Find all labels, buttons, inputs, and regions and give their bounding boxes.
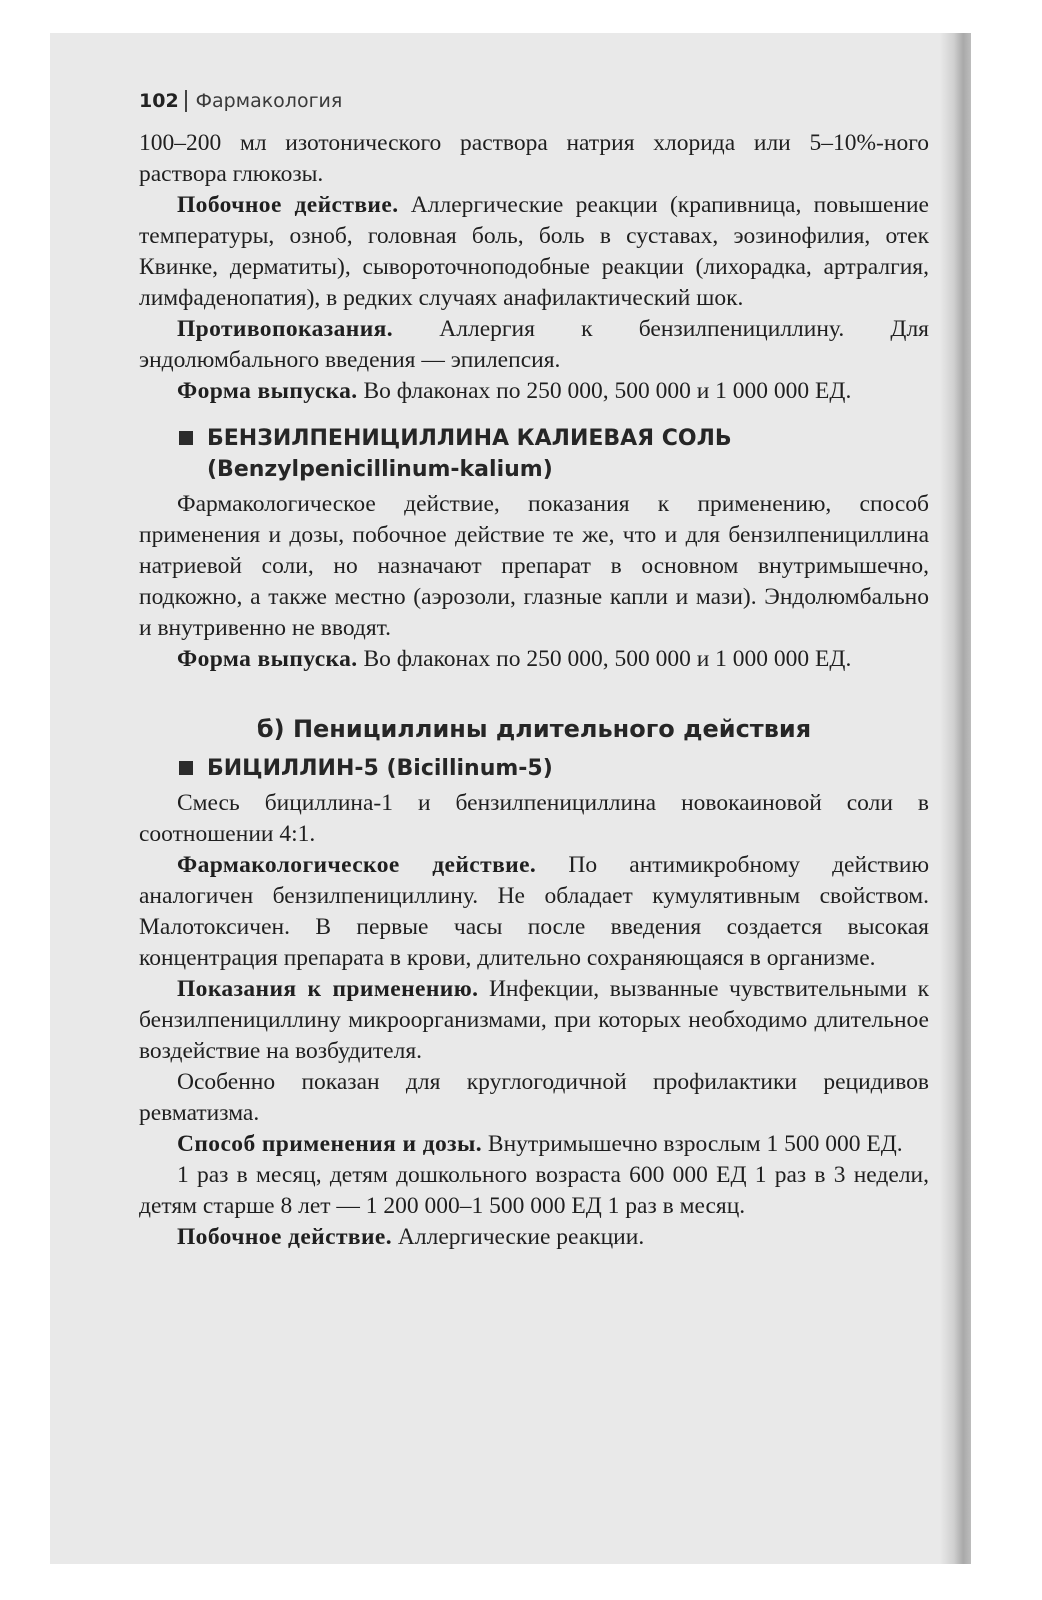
intro-side-effects [139,190,929,314]
intro-contraindications [139,314,929,376]
dosage-text: Внутримышечно взрослым 1 500 000 ЕД. [482,1131,903,1157]
side-effects-text: Аллергические реакции (крапивница, повышение температуры, озноб, головная боль, боль в суставах, эозинофилия, отек Квинке, дерматиты), сывороточноподобные реакции (лихорадка, артралгия, лимфаденопатия), в редких случаях анафилактический шок. [139,192,929,311]
drug-heading-bicillin-5 [139,753,929,784]
side-effects-text: Аллергические реакции. [392,1224,645,1250]
contraindications-text: Аллергия к бензилпенициллину. Для эндолюмбального введения — эпилепсия. [139,316,929,373]
release-form-text: Во флаконах по 250 000, 500 000 и 1 000 000 ЕД. [357,378,852,404]
page-number: 102 [139,90,179,112]
release-form-label: Форма выпуска. [177,378,358,404]
pharmacology-text: По антимикробному действию аналогичен бензилпенициллину. Не обладает кумулятивным свойством. Малотоксичен. В первые часы после введения создается высокая концентрация препарата в крови, длительно сохраняющаяся в организме. [139,852,929,971]
bullet-square-icon [179,431,193,445]
drug-latin-name: (Benzylpenicillinum-kalium) [207,457,553,482]
drug1-description: Фармакологическое действие, показания к применению, способ применения и дозы, побочное действие те же, что и для бензилпенициллина натриевой соли, но назначают препарат в основном внутримышечно, подкожно, а также местно (аэрозоли, глазные капли и мази). Эндолюмбально и внутривенно не вводят. [139,491,929,641]
page-edge-shadow [940,33,971,1564]
indications-label: Показания к применению. [177,976,479,1002]
side-effects-label: Побочное действие. [177,192,399,218]
running-head [139,86,929,116]
page-content [139,86,929,1253]
drug-name: БЕНЗИЛПЕНИЦИЛЛИНА КАЛИЕВАЯ СОЛЬ [207,426,732,451]
indications-text: Инфекции, вызванные чувствительными к бензилпенициллину микроорганизмами, при которых необходимо длительное воздействие на возбудителя. [139,976,929,1064]
drug2-side-effects [139,1222,929,1253]
drug2-dosage-continuation: 1 раз в месяц, детям дошкольного возраста 600 000 ЕД 1 раз в 3 недели, детям старше 8 лет — 1 200 000–1 500 000 ЕД 1 раз в месяц. [139,1162,929,1219]
contraindications-label: Противопоказания. [177,316,394,342]
running-head-divider [185,90,187,112]
drug1-release-form [139,644,929,675]
side-effects-label: Побочное действие. [177,1224,393,1250]
intro-release-form [139,376,929,407]
release-form-text: Во флаконах по 250 000, 500 000 и 1 000 000 ЕД. [357,646,852,672]
drug-name: БИЦИЛЛИН-5 [207,756,379,781]
pharmacology-label: Фармакологическое действие. [177,852,537,878]
running-head-title: Фармакология [195,90,343,112]
section-heading: б) Пенициллины длительного действия [256,715,812,743]
drug2-indications-extra: Особенно показан для круглогодичной профилактики рецидивов ревматизма. [139,1069,929,1126]
drug2-dosage [139,1129,929,1160]
drug2-indications [139,974,929,1067]
release-form-label: Форма выпуска. [177,646,358,672]
drug-heading-benzylpenicillin-potassium [139,423,929,485]
drug2-pharmacology [139,850,929,974]
drug-latin-name: (Bicillinum-5) [386,756,553,781]
bullet-square-icon [179,761,193,775]
dosage-label: Способ применения и дозы. [177,1131,483,1157]
intro-continuation: 100–200 мл изотонического раствора натрия хлорида или 5–10%-ного раствора глюкозы. [139,130,929,187]
drug2-composition: Смесь бициллина-1 и бензилпенициллина новокаиновой соли в соотношении 4:1. [139,790,929,847]
